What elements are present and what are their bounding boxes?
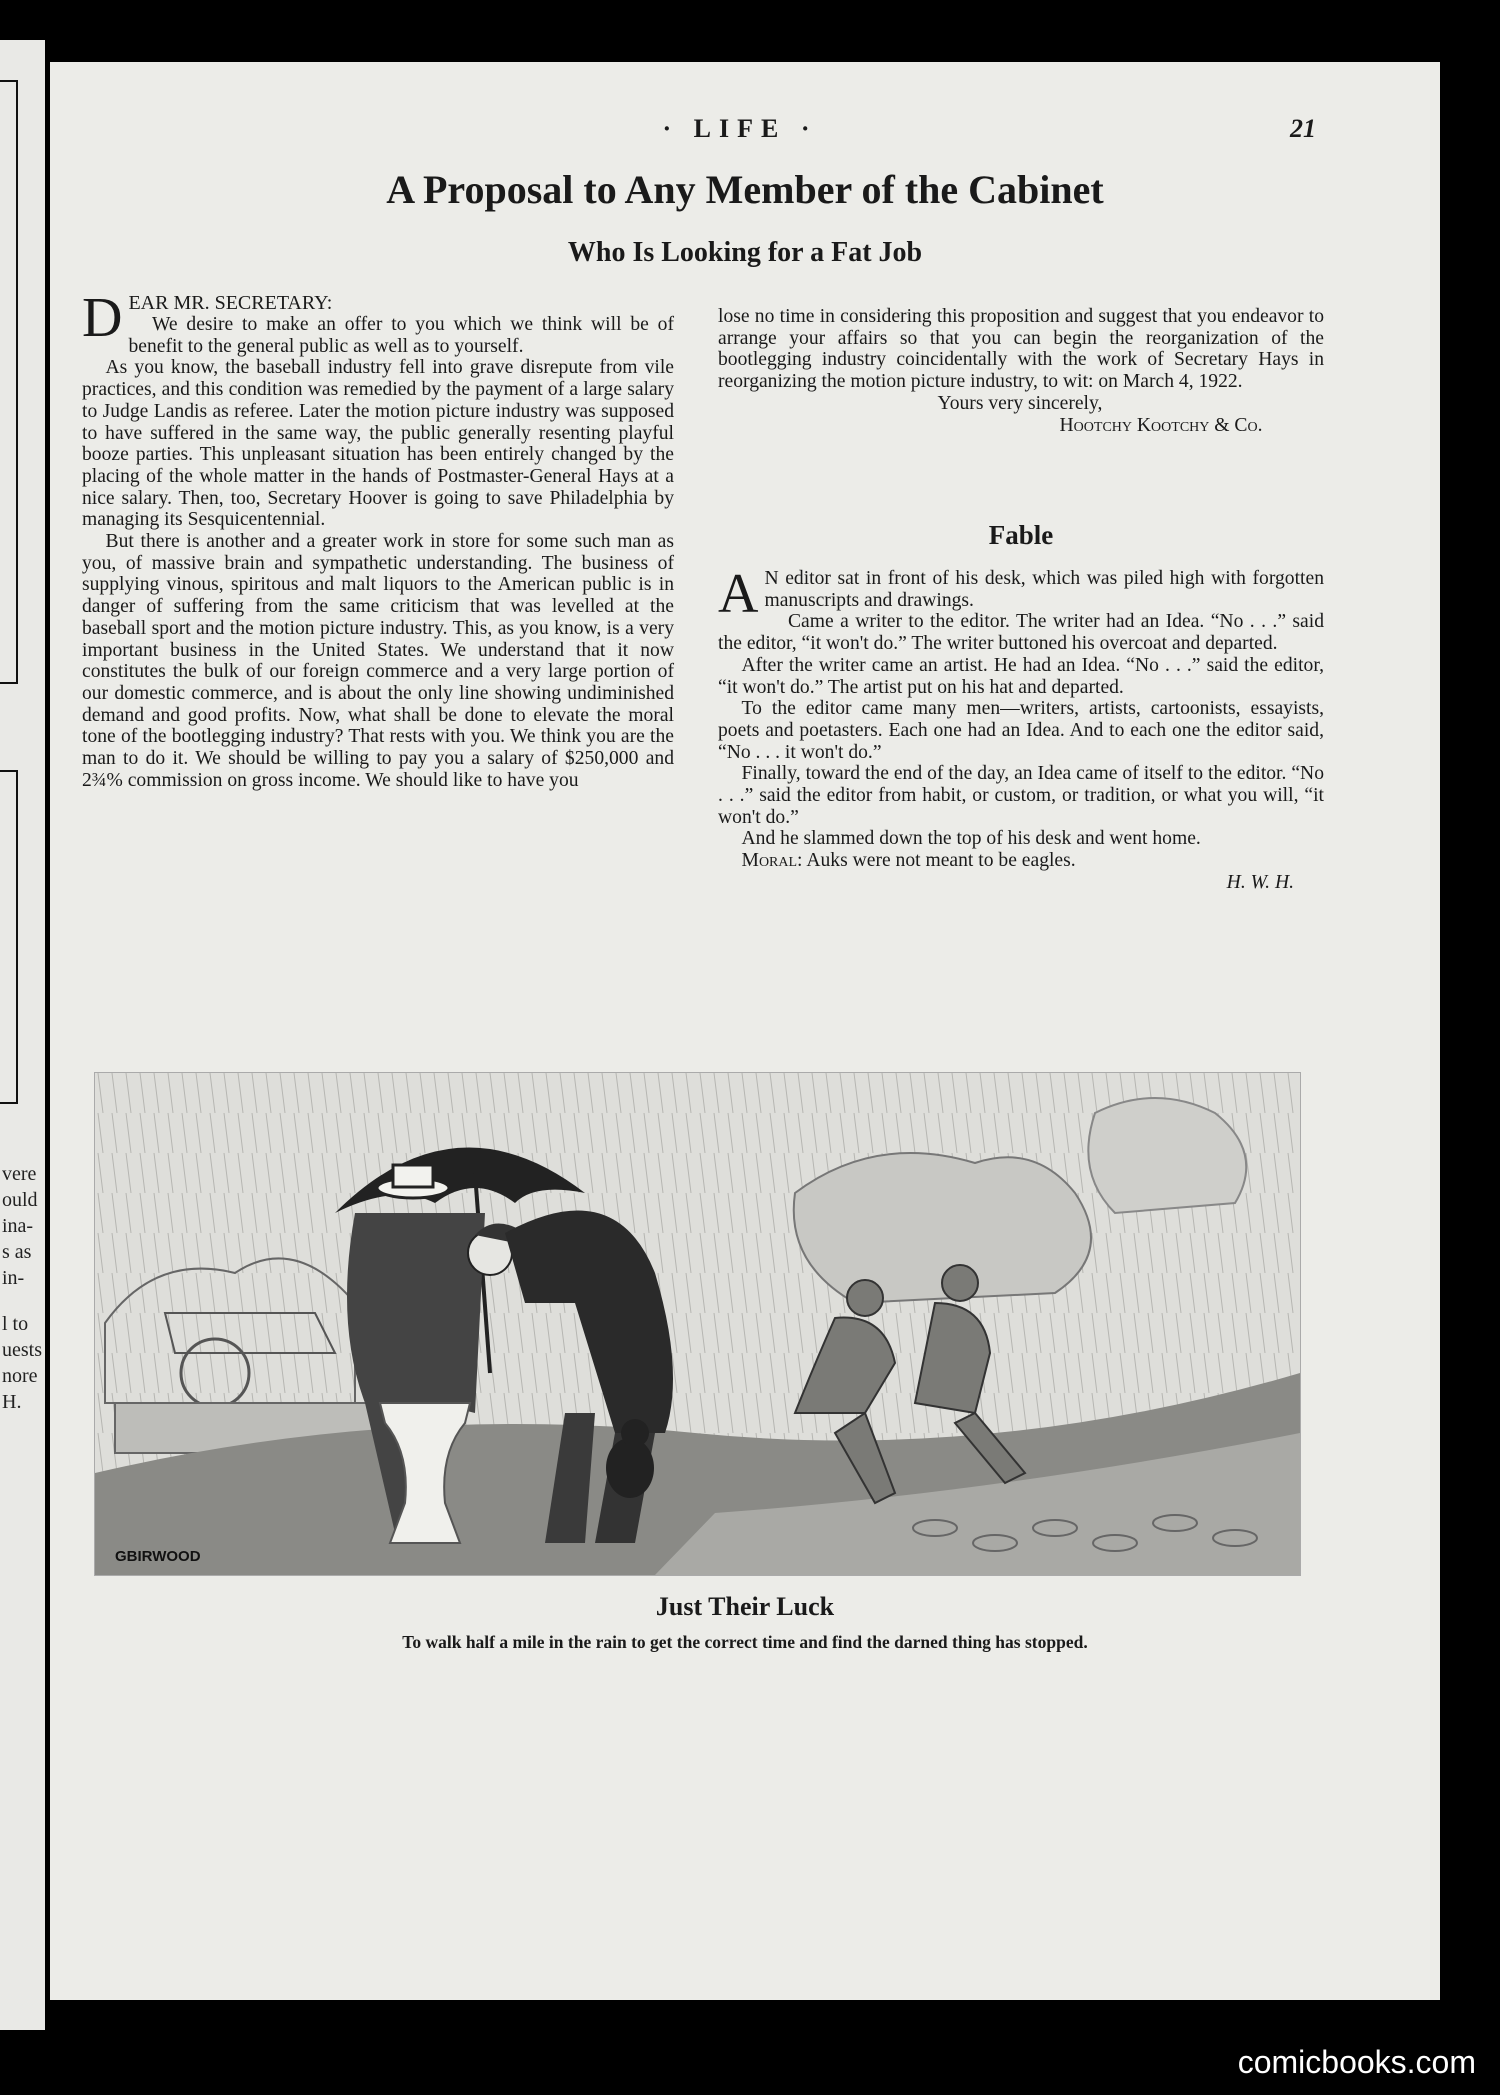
article-paragraph: As you know, the baseball industry fell into grave disrepute from vile practices, and this condition was remedied by the payment of a large salary to Judge Landis as referee. Later the motion picture industry was supposed to have suffered in the same way, the public generally resenting playful booze parties. This unpleasant situation has been entirely changed by the placing of the whole matter in the hands of Postmaster-General Hays at a nice salary. Then, too, Secretary Hoover is going to save Philadelphia by managing its Sesquicentennial. bbox=[82, 357, 674, 531]
artist-signature: GBIRWOOD bbox=[115, 1548, 201, 1565]
adjacent-page-frame bbox=[0, 80, 18, 684]
cartoon-illustration bbox=[94, 1072, 1301, 1576]
adjacent-text-fragment: s as bbox=[2, 1241, 32, 1263]
fable-column bbox=[718, 563, 1324, 894]
adjacent-page-frame bbox=[0, 770, 18, 1104]
adjacent-text-fragment: vere bbox=[2, 1163, 37, 1185]
magazine-page bbox=[50, 62, 1440, 2000]
fable-drop-cap: A bbox=[718, 563, 759, 625]
drop-cap: D bbox=[82, 287, 123, 349]
adjacent-page-strip bbox=[0, 40, 45, 2030]
adjacent-text-fragment: nore bbox=[2, 1365, 38, 1387]
adjacent-text-fragment: in- bbox=[2, 1267, 25, 1289]
fable-paragraph bbox=[718, 563, 1324, 625]
letter-signature: Hootchy Kootchy & Co. bbox=[1059, 414, 1263, 436]
watermark: comicbooks.com bbox=[1237, 2044, 1476, 2080]
fable-paragraph: And he slammed down the top of his desk and went home. bbox=[741, 828, 1201, 850]
article-paragraph: But there is another and a greater work in store for some such man as you, of massive brain and sympathetic understanding. The business of supplying vinous, spiritous and malt liquors to the American public is in danger of suffering from the same criticism that was levelled at the baseball sport and the motion picture industry. This, as you know, is a very important business in the United States. We understand that it now constitutes the bulk of our foreign commerce and a very large portion of our domestic commerce, and is about the only line showing undiminished demand and good profits. Now, what shall be done to elevate the moral tone of the bootlegging industry? That rests with you. We think you are the man to do it. We should be willing to pay you a salary of $250,000 and 2¾% commission on gross income. We should like to have you bbox=[82, 531, 674, 791]
fable-paragraph: After the writer came an artist. He had an Idea. “No . . .” said the editor, “it won't do.” The artist put on his hat and departed. bbox=[718, 654, 1324, 698]
fable-paragraph: To the editor came many men—writers, artists, cartoonists, essayists, poets and poetasters. Each one had an Idea. And to each one the editor said, “No . . . it won't do.” bbox=[718, 698, 1324, 763]
fable-moral bbox=[718, 850, 1324, 872]
article-paragraph: We desire to make an offer to you which we think will be of benefit to the general public as well as to yourself. bbox=[128, 314, 674, 357]
fable-title: Fable bbox=[988, 520, 1054, 550]
salutation-text: EAR MR. SECRETARY: bbox=[128, 292, 333, 314]
fable-paragraph-text: N editor sat in front of his desk, which was piled high with forgotten manuscripts and drawings. bbox=[764, 568, 1324, 611]
adjacent-text-fragment: l to bbox=[2, 1313, 29, 1335]
fable-paragraph: Came a writer to the editor. The writer had an Idea. “No . . .” said the editor, “it won't do.” The writer buttoned his overcoat and departed. bbox=[718, 611, 1324, 655]
cartoon-caption-text: To walk half a mile in the rain to get the correct time and find the darned thing has stopped. bbox=[402, 1632, 1088, 1652]
adjacent-text-fragment: ould bbox=[2, 1189, 38, 1211]
adjacent-text-fragment: ina- bbox=[2, 1215, 34, 1237]
article-column-left bbox=[82, 287, 674, 791]
letter-closing: Yours very sincerely, bbox=[937, 392, 1103, 414]
running-head: · LIFE · bbox=[662, 114, 818, 143]
moral-text: Auks were not meant to be eagles. bbox=[806, 850, 1076, 872]
fable-initials: H. W. H. bbox=[1226, 871, 1294, 893]
cartoon-caption-title: Just Their Luck bbox=[655, 1592, 835, 1621]
adjacent-text-fragment: H. bbox=[2, 1391, 22, 1413]
cartoon-drawing bbox=[95, 1073, 1300, 1575]
article-column-right bbox=[718, 306, 1324, 436]
page-number: 21 bbox=[1290, 114, 1316, 143]
fable-paragraph: Finally, toward the end of the day, an Idea came of itself to the editor. “No . . .” said the editor from habit, or custom, or tradition, or what you will, “it won't do.” bbox=[718, 763, 1324, 828]
adjacent-text-fragment: uests bbox=[2, 1339, 42, 1361]
article-title: A Proposal to Any Member of the Cabinet bbox=[386, 167, 1104, 212]
article-subtitle: Who Is Looking for a Fat Job bbox=[567, 237, 923, 268]
moral-label: Moral: bbox=[741, 850, 803, 872]
article-continuation: lose no time in considering this proposition and suggest that you endeavor to arrange your affairs so that you can begin the reorganization of the bootlegging industry coincidentally with the work of Secretary Hays in reorganizing the motion picture industry, to wit: on March 4, 1922. bbox=[718, 306, 1324, 393]
